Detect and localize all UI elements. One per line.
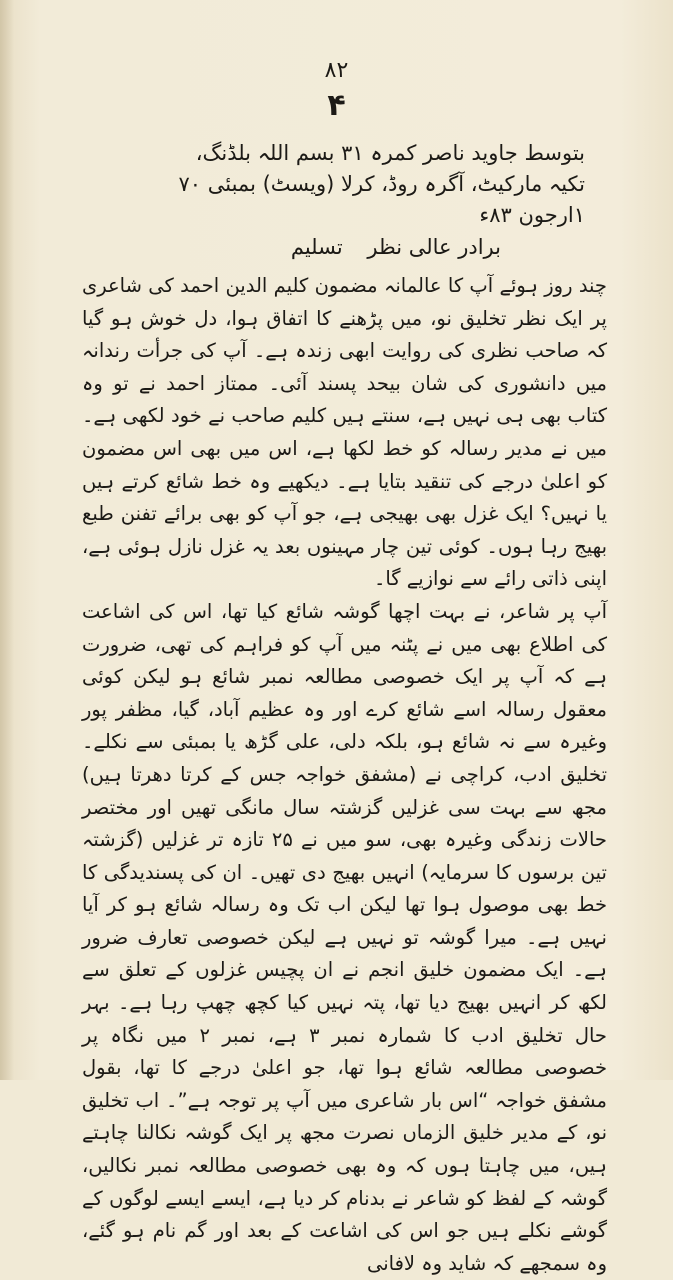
address-line: تکیہ مارکیٹ، آگرہ روڈ، کرلا (ویسٹ) بمبئی ۷۰ [178, 172, 585, 196]
letter-number: ۴ [327, 88, 346, 123]
salutation-closing: تسلیم [290, 235, 343, 259]
salutation-greeting: برادر عالی نظر [367, 235, 501, 259]
page-number: ٨٢ [324, 58, 349, 83]
letter-body [82, 270, 607, 1280]
paragraph: چند روز ہوئے آپ کا عالمانہ مضمون کلیم الدین احمد کی شاعری پر ایک نظر تخلیق نو، میں پڑھنے کا اتفاق ہوا، دل خوش ہو گیا کہ صاحب نظری کی روایت ابھی زندہ ہے۔ آپ کی جرأت رندانہ میں دانشوری کی شان بیحد پسند آئی۔ ممتاز احمد نے تو وہ کتاب بھی ہی نہیں ہے، سنتے ہیں کلیم صاحب نے خود لکھی ہے۔ میں نے مدیر رسالہ کو خط لکھا ہے، اس میں بھی اس مضمون کو اعلیٰ درجے کی تنقید بتایا ہے۔ دیکھیے وہ خط شائع کرتے ہیں یا نہیں؟ ایک غزل بھی بھیجی ہے، جو آپ کو بھی برائے تفنن طبع بھیج رہا ہوں۔ کوئی تین چار مہینوں بعد یہ غزل نازل ہوئی ہے، اپنی ذاتی رائے سے نوازیے گا۔ [82, 274, 607, 591]
letter-date: ۱ارجون ۸۳ء [479, 203, 585, 227]
address-line: بتوسط جاوید ناصر کمرہ ۳۱ بسم اللہ بلڈنگ، [195, 141, 585, 165]
salutation [291, 235, 501, 259]
paragraph: آپ پر شاعر، نے بہت اچھا گوشہ شائع کیا تھا، اس کی اشاعت کی اطلاع بھی میں نے پٹنہ میں آپ کو فراہم کی تھی، ضرورت ہے کہ آپ پر ایک خصوصی مطالعہ نمبر شائع ہو لیکن کوئی معقول رسالہ اسے شائع کرے اور وہ عظیم آباد، گیا، مظفر پور وغیرہ سے نہ شائع ہو، بلکہ دلی، علی گڑھ یا بمبئی سے نکلے۔ تخلیق ادب، کراچی نے (مشفق خواجہ جس کے کرتا دھرتا ہیں) مجھ سے بہت سی غزلیں گزشتہ سال مانگی تھیں اور مختصر حالات زندگی وغیرہ بھی، سو میں نے ۲۵ تازہ تر غزلیں (گزشتہ تین برسوں کا سرمایہ) انہیں بھیج دی تھیں۔ ان کی پسندیدگی کا خط بھی موصول ہوا تھا لیکن اب تک وہ رسالہ شائع ہو کر آیا نہیں ہے۔ میرا گوشہ تو نہیں ہے لیکن خصوصی تعارف ضرور ہے۔ ایک مضمون خلیق انجم نے ان پچیس غزلوں کے تعلق سے لکھ کر انہیں بھیج دیا تھا، پتہ نہیں کیا کچھ چھپ رہا ہے۔ بہر حال تخلیق ادب کا شمارہ نمبر ۳ ہے، نمبر ۲ میں نگاہ پر خصوصی مطالعہ شائع ہوا تھا، جو اعلیٰ درجے کا تھا، بقول مشفق خواجہ “اس بار شاعری میں آپ پر توجہ ہے”۔ اب تخلیق نو، کے مدیر خلیق الزماں نصرت مجھ پر ایک گوشہ نکالنا چاہتے ہیں، میں چاہتا ہوں کہ وہ بھی خصوصی مطالعہ نمبر نکالیں، گوشہ کے لفظ کو شاعر نے بدنام کر دیا ہے، ایسے ایسے لوگوں کے گوشے نکلے ہیں جو اس کی اشاعت کے بعد اور گم نام ہو گئے، وہ سمجھے کہ شاید وہ لافانی [82, 599, 607, 1275]
page-spine-shadow [0, 0, 14, 1080]
sender-address [65, 138, 585, 231]
